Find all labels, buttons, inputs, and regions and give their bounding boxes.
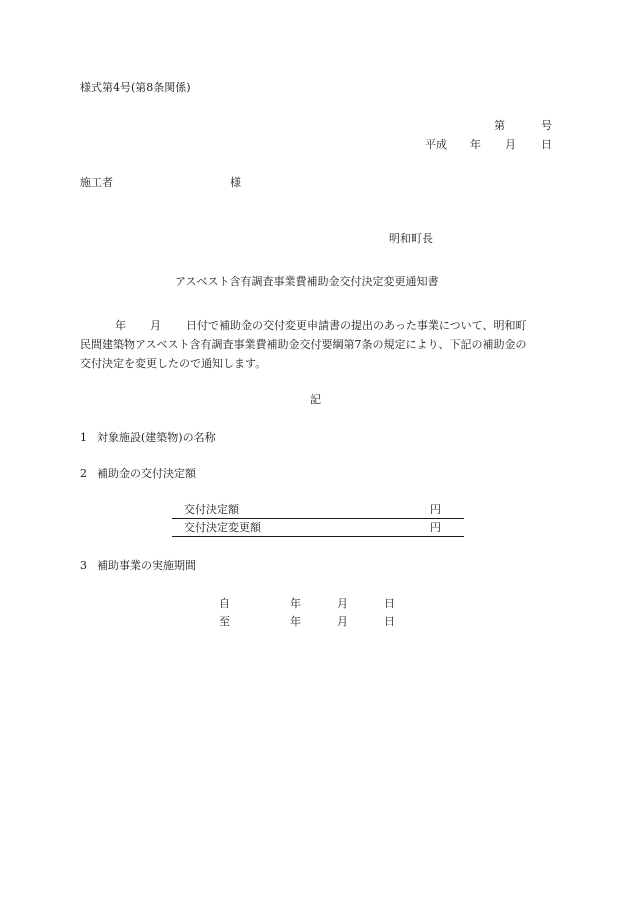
- body-month: 月: [150, 319, 161, 332]
- period-from-month: 月: [337, 597, 348, 610]
- amount-decided-unit: 円: [430, 503, 441, 516]
- date-day: 日: [541, 138, 552, 151]
- body-year: 年: [115, 319, 126, 332]
- item3-label: 補助事業の実施期間: [97, 559, 196, 572]
- amount-changed-label: 交付決定変更額: [184, 521, 261, 534]
- date-era: 平成: [425, 138, 447, 151]
- item3-number: 3: [80, 559, 87, 572]
- amount-row-changed: [172, 522, 464, 537]
- addressee-honorific: 様: [230, 176, 241, 189]
- body-line1-text: 日付で補助金の交付変更申請書の提出のあった事業について、明和町: [186, 319, 527, 332]
- body-line2: 民間建築物アスベスト含有調査事業費補助金交付要綱第7条の規定により、下記の補助金の: [80, 338, 527, 351]
- date-month: 月: [505, 138, 516, 151]
- period-to-month: 月: [337, 615, 348, 628]
- document-title: アスベスト含有調査事業費補助金交付決定変更通知書: [175, 275, 439, 288]
- amount-decided-label: 交付決定額: [184, 503, 239, 516]
- item2-number: 2: [80, 467, 87, 480]
- addressee-label: 施工者: [80, 176, 113, 189]
- date-year: 年: [470, 138, 481, 151]
- period-from-day: 日: [384, 597, 395, 610]
- body-line3: 交付決定を変更したので通知します。: [80, 357, 267, 370]
- period-to-label: 至: [219, 615, 230, 628]
- doc-number-dai: 第: [494, 119, 505, 132]
- period-from-label: 自: [219, 597, 230, 610]
- amount-changed-unit: 円: [430, 521, 441, 534]
- item2-label: 補助金の交付決定額: [97, 467, 196, 480]
- item1-label: 対象施設(建築物)の名称: [97, 431, 216, 444]
- form-label: 様式第4号(第8条関係): [80, 81, 191, 94]
- period-from-year: 年: [290, 597, 301, 610]
- item1-number: 1: [80, 431, 87, 444]
- ki-heading: 記: [310, 393, 321, 406]
- period-to-day: 日: [384, 615, 395, 628]
- issuer-name: 明和町長: [389, 232, 433, 245]
- amount-row-decided: [172, 504, 464, 519]
- period-to-year: 年: [290, 615, 301, 628]
- doc-number-go: 号: [541, 119, 552, 132]
